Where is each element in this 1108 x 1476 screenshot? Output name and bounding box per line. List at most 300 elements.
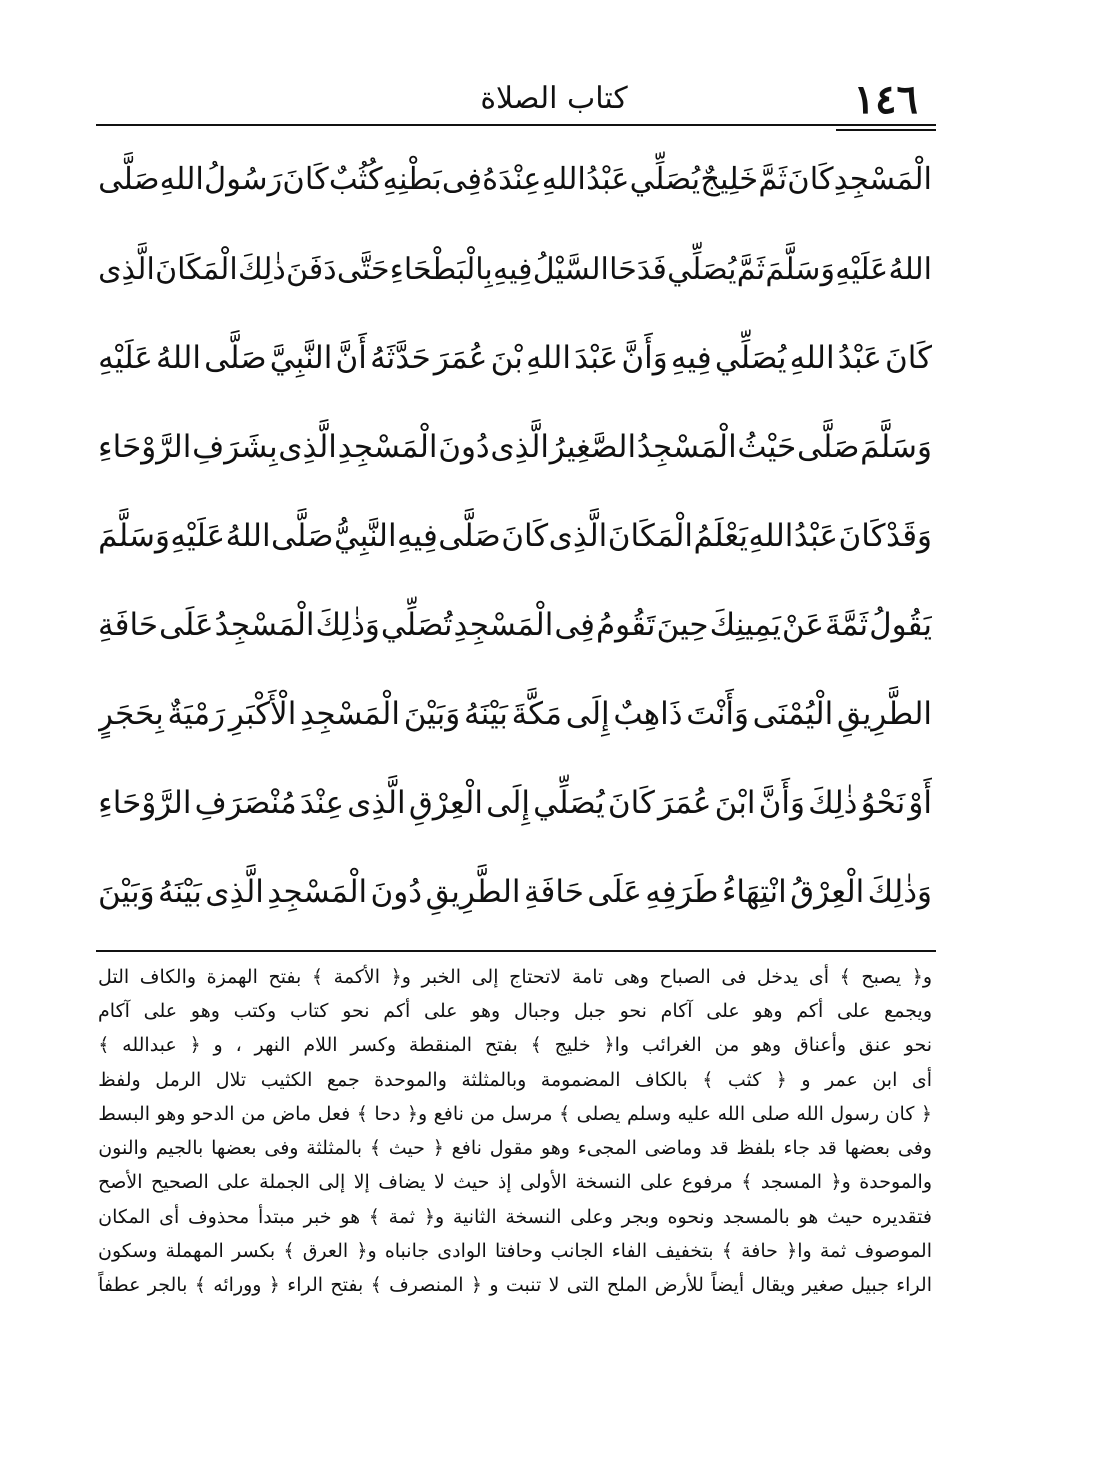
word: مُنْصَرَفِ [194,785,297,821]
word: أكم [796,999,824,1022]
word: الدحو [191,1102,235,1125]
word: حيث [827,1205,864,1228]
word: عطفاً [98,1274,141,1297]
word: وكتب [233,999,277,1022]
word: وعلى [570,1205,613,1228]
word: والموحدة [374,1068,447,1091]
word: وَقَدْ [885,518,932,554]
word: على [836,999,871,1022]
word: آكام [660,999,693,1022]
word: على [217,1171,251,1194]
word: ويجمع [884,999,932,1022]
word: كتاب [289,999,329,1022]
word: وأعناق [793,1034,847,1057]
word: وَذٰلِكَ [867,874,932,910]
word: الَّذِى [548,518,608,554]
word: و﴿ [830,1171,851,1194]
word: وحافتا [494,1240,543,1263]
word: ثَمَّةَ [825,607,869,643]
word: جمع [326,1068,360,1091]
footnote-separator [96,950,936,952]
word: وَسَلَّمَ [765,251,835,287]
main-text-line [98,848,932,937]
word: اللهُ [156,340,201,376]
word: كثب [727,1068,762,1091]
word: الْعِرْقُ [790,874,865,910]
word: صَلَّى [271,518,334,554]
word: النَّبِيَّ [269,340,333,376]
word: من [241,1102,266,1125]
word: وبالمثلثة [461,1068,527,1091]
word: ﴾ [559,1102,571,1125]
word: لا [433,1171,445,1194]
word: عمر [825,1068,858,1091]
word: الْمَسْجِدُ [214,607,315,643]
word: الْمَكَانَ [155,251,238,287]
word: عِنْدَهُ [482,162,542,198]
word: يُصَلِّي [533,785,605,821]
word: ﴿ [920,1102,932,1125]
word: ثمة [388,1205,416,1228]
word: اللهُ [225,518,271,554]
word: وهو [190,999,220,1022]
word: الكثيب [260,1068,313,1091]
word: ﴿ [775,1068,787,1091]
main-text-line [98,314,932,403]
commentary-line [98,960,932,994]
word: المكان [98,1205,151,1228]
word: تُصَلِّي [380,607,453,643]
word: الصحيح [150,1171,209,1194]
word: على [706,999,740,1022]
word: الْمَكَانَ [607,518,694,554]
word: الَّذِى [278,429,337,465]
word: رَمْيَةٌ [167,696,226,732]
word: و [489,1274,499,1297]
word: ﴾ [368,1205,380,1228]
word: لاتحتاج [509,965,562,988]
word: الْمَسْجِدِ [453,607,554,643]
word: النسخة [505,1205,562,1228]
word: بالكاف [634,1068,688,1091]
word: وا﴿ [603,1034,630,1057]
word: عُمَرَ [658,785,712,821]
word: عُمَرَ [433,340,488,376]
word: عَبْدُ [837,340,882,376]
word: الطَّرِيقِ [836,696,932,732]
word: وهو [156,1102,186,1125]
word: اللام [303,1034,338,1057]
word: كَانَ [282,162,329,198]
word: حَيْثُ [737,429,797,465]
word: ابن [872,1068,898,1091]
word: إلى [318,1171,346,1194]
word: الْمَسْجِدِ [267,874,368,910]
word: دَفَنَ [286,251,337,287]
word: إلا [353,1171,370,1194]
word: بفتح [484,1034,518,1057]
word: تامة [571,965,604,988]
word: ونحوه [667,1205,715,1228]
word: وَبَيْنَ [403,696,461,732]
word: إلى [471,965,499,988]
word: وَأَنْتَ [686,696,749,732]
word: وَأَنَّ [621,340,668,376]
word: الَّذِى [205,874,264,910]
word: صغير [802,1274,844,1297]
word: يَعْلَمُ [693,518,748,554]
word: وفى [897,1137,932,1160]
word: ﴾ [283,1240,295,1263]
word: ﴾ [702,1068,714,1091]
word: المسجد [760,1171,823,1194]
word: الْيُمْنَى [752,696,834,732]
word: دحا [374,1102,401,1125]
word: عَلَيْهِ [835,251,889,287]
word: الراء [287,1274,324,1297]
commentary-line [98,1063,932,1097]
word: اللهُ [888,251,932,287]
running-title: كتاب الصلاة [480,81,628,116]
word: صَلَّى [797,429,860,465]
word: المضمومة [540,1068,621,1091]
word: تنبت [505,1274,542,1297]
word: الْمَسْجِدِ [833,162,932,198]
word: صلى [751,1102,790,1125]
word: الَّذِى [98,251,155,287]
word: فَدَحَا [609,251,667,287]
word: بكسر [231,1240,276,1263]
word: اللهِ [159,162,204,198]
word: بتخفيف [655,1240,714,1263]
word: كَانَ [885,340,932,376]
word: الله [717,1102,746,1125]
word: ماض [272,1102,312,1125]
word: وَأَنَّ [758,785,805,821]
word: وسلم [627,1102,672,1125]
word: الله [796,1102,824,1125]
word: صَلَّى [438,518,501,554]
word: أَنَّ [335,340,367,376]
word: الملح [606,1274,648,1297]
word: ذَاهِبٌ [613,696,683,732]
word: ﴾ [721,1240,733,1263]
word: كَانَ [501,518,549,554]
word: المجىء [577,1137,637,1160]
word: خبر [303,1205,332,1228]
word: ﴿ [432,1137,444,1160]
word: فِيهِ [493,251,533,287]
word: و﴿ [423,1205,445,1228]
word: عَبْدُ [793,518,839,554]
word: محذوف [187,1205,250,1228]
word: ذٰلِكَ [237,251,286,287]
word: فِيهِ [670,340,712,376]
word: تلال [215,1068,247,1091]
word: عَلَيْهِ [170,518,226,554]
word: بفتح [330,1274,364,1297]
word: بفتح [268,965,302,988]
word: فِى [554,607,595,643]
word: فِيهِ [397,518,438,554]
word: عَبْدَ [574,340,619,376]
word: ويقال [751,1274,796,1297]
word: الْعِرْقِ [408,785,483,821]
word: ثَمَّ [758,162,788,198]
word: بَطْنِهِ [382,162,442,198]
word: انْتِهَاءُ [721,874,787,910]
word: وهو [753,999,783,1022]
word: وَبَيْنَ [98,874,155,910]
word: وهو [752,1034,782,1057]
word: بِالْبَطْحَاءِ [389,251,493,287]
word: إِلَى [486,785,531,821]
commentary-line [98,1166,932,1200]
word: و﴿ [356,1240,377,1263]
word: وهو [471,999,501,1022]
main-text [98,136,932,937]
word: الصباح [659,965,711,988]
commentary-line [98,1029,932,1063]
word: عَلَى [587,874,642,910]
word: ثمة [819,1240,847,1263]
word: خَلِيجٌ [700,162,759,198]
word: عبدالله [122,1034,177,1057]
word: وكسر [350,1034,397,1057]
word: عَنْ [781,607,825,643]
commentary [98,960,932,1303]
word: وَسَلَّمَ [860,429,932,465]
word: أى [808,965,830,988]
word: بِحَجَرٍ [98,696,164,732]
word: صَلَّى [98,162,160,198]
commentary-line [98,1200,932,1234]
word: يُصَلِّي [667,251,737,287]
word: و﴿ [390,965,411,988]
word: بعضها [211,1137,257,1160]
word: فى [721,965,747,988]
word: يصلى [576,1102,621,1125]
word: المنقطة [408,1034,473,1057]
word: أيضاً [711,1274,745,1297]
word: وماضى [644,1137,702,1160]
word: طَرَفِهِ [645,874,719,910]
word: حِينَ [656,607,709,643]
word: بالجيم [155,1137,204,1160]
word: نَحْوُ [860,785,906,821]
word: و [213,1034,223,1057]
word: كان [885,1102,915,1125]
word: مرسل [501,1102,553,1125]
word: من [470,1102,496,1125]
word: ﴿ [189,1034,201,1057]
word: بْنَ [490,340,523,376]
word: بَيْنَهُ [157,874,202,910]
word: ﴾ [369,1137,381,1160]
word: ﴾ [839,965,851,988]
word: الرَّوْحَاءِ [98,429,192,465]
word: ﴿ [268,1274,280,1297]
word: عَلَى [159,607,214,643]
word: ﴾ [530,1034,542,1057]
word: الْمَسْجِدِ [300,696,400,732]
word: الفاء [611,1240,648,1263]
word: وا﴿ [786,1240,812,1263]
word: يُصَلِّي [629,162,701,198]
word: التى [566,1274,600,1297]
word: الْأَكْبَرِ [228,696,297,732]
word: نحو [619,999,647,1022]
commentary-line [98,1097,932,1131]
word: خليج [554,1034,591,1057]
word: فتقديره [871,1205,932,1228]
word: وهو [540,1137,570,1160]
main-text-line [98,225,932,314]
word: بِشَرَفِ [192,429,278,465]
word: بعضها [844,1137,891,1160]
word: نافع [451,1137,482,1160]
main-text-line [98,136,932,225]
word: عِنْدَ [299,785,344,821]
word: البسط [98,1102,150,1125]
word: عَلَيْهِ [98,340,153,376]
word: الْمَسْجِدِ [337,429,438,465]
main-text-line [98,492,932,581]
word: كَانَ [787,162,834,198]
word: وورائه [213,1274,262,1297]
word: وجبال [513,999,561,1022]
word: ﴾ [741,1171,753,1194]
word: الهمزة [206,965,258,988]
word: قد [817,1137,837,1160]
word: نافع [433,1102,464,1125]
word: الَّذِى [347,785,406,821]
word: حيث [453,1171,490,1194]
word: نحو [904,1034,932,1057]
word: قد [709,1137,729,1160]
commentary-line [98,1131,932,1165]
word: النسخة [575,1171,632,1194]
word: حَتَّى [336,251,390,287]
word: فِى [441,162,482,198]
word: الأكمة [333,965,380,988]
word: جبل [573,999,606,1022]
word: لا [548,1274,560,1297]
word: بالمسجد [722,1205,790,1228]
word: مَكَّةَ [511,696,563,732]
word: عليه [677,1102,712,1125]
word: عنق [858,1034,892,1057]
word: مرفوع [681,1171,733,1194]
word: ذٰلِكَ [808,785,858,821]
word: اللهِ [789,340,835,376]
word: للأرض [654,1274,704,1297]
word: يدخل [756,965,799,988]
word: النهر [254,1034,291,1057]
word: عَبْدُ [586,162,630,198]
word: حَافَةِ [98,607,159,643]
word: على [143,999,178,1022]
word: مقول [489,1137,534,1160]
word: جانباه [384,1240,430,1263]
word: ولفظ [98,1068,141,1091]
word: كُثُبٌ [328,162,383,198]
word: حافة [741,1240,778,1263]
word: العرق [302,1240,349,1263]
word: وَسَلَّمَ [98,518,170,554]
word: يضاف [378,1171,426,1194]
word: تَقُومُ [595,607,656,643]
word: إِلَى [565,696,610,732]
word: الأصح [98,1171,143,1194]
word: الَّذِى [490,429,550,465]
word: أى [911,1068,932,1091]
word: والنون [98,1137,148,1160]
word: صَلَّى [204,340,267,376]
word: الطَّرِيقِ [425,874,521,910]
word: الخبر [421,965,462,988]
word: بالجر [147,1274,188,1297]
word: رَسُولُ [204,162,283,198]
word: الجانب [550,1240,604,1263]
word: الغرائب [641,1034,702,1057]
word: جبيل [851,1274,889,1297]
word: والموحدة [859,1171,932,1194]
main-text-line [98,670,932,759]
commentary-line [98,1269,932,1303]
word: دُونَ [370,874,423,910]
word: على [424,999,458,1022]
word: وبجر [621,1205,659,1228]
word: يَمِينِكَ [709,607,781,643]
page-number: ١٤٦ [853,76,918,123]
word: جاء [783,1137,810,1160]
word: و [801,1068,811,1091]
main-text-line [98,403,932,492]
word: أَوْ [908,785,932,821]
word: ﴾ [311,965,324,988]
word: كَانَ [838,518,886,554]
word: ، [235,1034,242,1057]
word: هو [340,1205,361,1228]
commentary-line [98,1234,932,1268]
word: إذ [497,1171,512,1194]
word: وهى [613,965,649,988]
word: وفى [264,1137,299,1160]
word: يصبح [861,965,902,988]
header-rule-underline [836,129,936,131]
word: الجملة [259,1171,310,1194]
word: المهملة [165,1240,224,1263]
word: أكم [383,999,411,1022]
main-text-line [98,759,932,848]
word: كَانَ [607,785,655,821]
word: مبتدأ [257,1205,295,1228]
word: من [714,1034,740,1057]
word: حَدَّثَهُ [370,340,431,376]
word: و﴿ [911,965,932,988]
word: المنصرف [389,1274,464,1297]
word: اللهِ [748,518,794,554]
word: يُصَلِّي [714,340,787,376]
word: التل [98,965,130,988]
commentary-line [98,994,932,1028]
word: على [640,1171,674,1194]
word: حيث [388,1137,425,1160]
word: نحو [342,999,370,1022]
word: الرمل [155,1068,202,1091]
word: أى [159,1205,180,1228]
